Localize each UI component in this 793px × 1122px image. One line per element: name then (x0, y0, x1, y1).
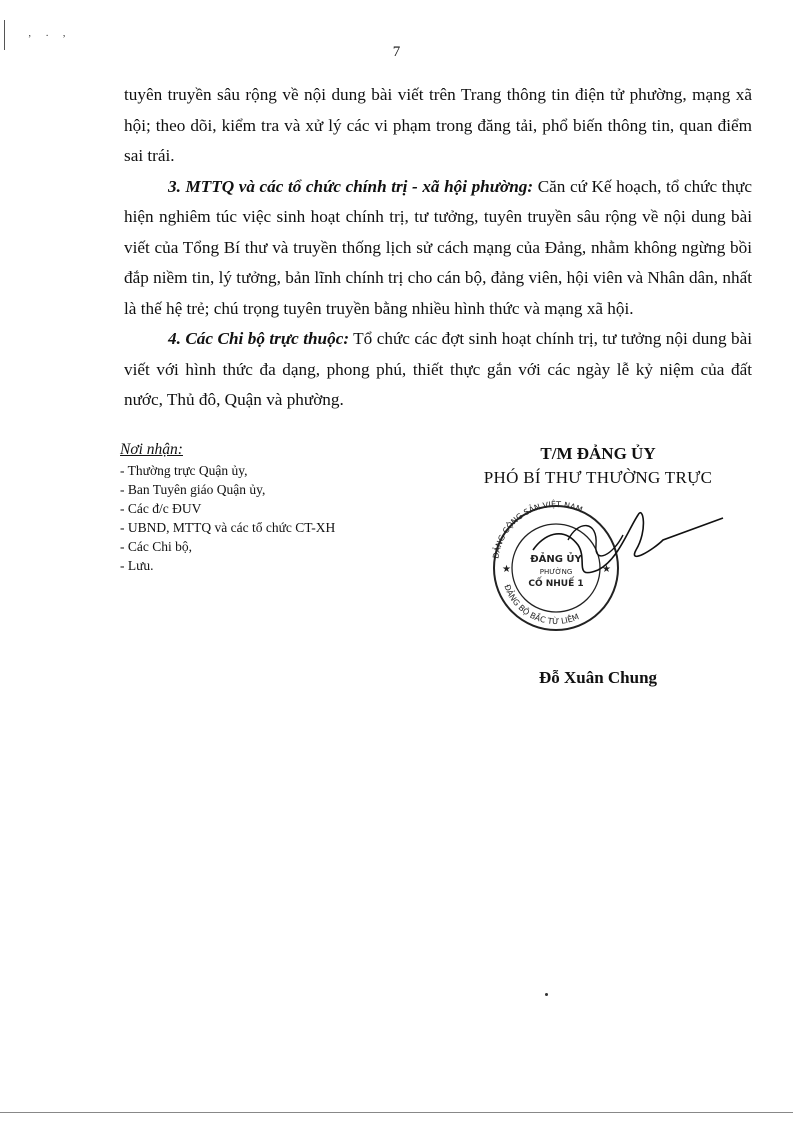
paragraph-mttq-heading: 3. MTTQ và các tổ chức chính trị - xã hội phường: (168, 176, 534, 196)
recipient-item: - UBND, MTTQ và các tổ chức CT-XH (120, 520, 336, 535)
signature-role: PHÓ BÍ THƯ THƯỜNG TRỰC (483, 468, 713, 487)
signature-org: T/M ĐẢNG ỦY (540, 444, 656, 463)
paragraph-mttq (124, 172, 752, 325)
recipient-item: - Thường trực Quận ủy, (120, 463, 248, 478)
scan-marks: ‚ . , (28, 28, 72, 39)
recipients-title: Nơi nhận: (120, 441, 183, 458)
document-body (124, 80, 752, 416)
scan-dot (545, 993, 548, 996)
recipient-item: - Ban Tuyên giáo Quận ủy, (120, 482, 266, 497)
signer-name: Đỗ Xuân Chung (538, 668, 658, 687)
stamp-and-signature (468, 490, 728, 687)
svg-text:★: ★ (602, 564, 611, 575)
page-number: 7 (392, 44, 401, 60)
svg-text:ĐẢNG ỦY: ĐẢNG ỦY (530, 554, 582, 565)
signature-block (468, 442, 728, 687)
recipient-item: - Các Chi bộ, (120, 539, 192, 554)
paragraph-chi-bo-heading: 4. Các Chi bộ trực thuộc: (168, 329, 350, 348)
paragraph-chi-bo (124, 324, 752, 416)
paragraph-1: tuyên truyền sâu rộng về nội dung bài viết trên Trang thông tin điện tử phường, mạng xã hội; theo dõi, kiểm tra và xử lý các vi phạm trong đăng tải, phổ biến thông tin, quan điểm sai trái. (124, 85, 752, 165)
svg-text:ĐẢNG CỘNG SẢN VIỆT NAM: ĐẢNG CỘNG SẢN VIỆT NAM (491, 499, 584, 560)
page-bottom-rule (0, 1112, 793, 1113)
recipient-item: - Các đ/c ĐUV (120, 501, 202, 516)
recipients-block (120, 440, 440, 575)
paragraph-chi-bo-text: Tổ chức các đợt sinh hoạt chính trị, tư tưởng nội dung bài viết với hình thức đa dạng, phong phú, thiết thực gắn với các ngày lễ kỷ niệm của đất nước, Thủ đô, Quận và phường. (124, 329, 752, 409)
paragraph-mttq-text: Căn cứ Kế hoạch, tổ chức thực hiện nghiêm túc việc sinh hoạt chính trị, tư tưởng, tuyên truyền sâu rộng về nội dung bài viết của Tổng Bí thư và truyền thống lịch sử cách mạng của Đảng, nhằm không ngừng bồi đắp niềm tin, lý tưởng, bản lĩnh chính trị cho cán bộ, đảng viên, hội viên và Nhân dân, nhất là thế hệ trẻ; chú trọng tuyên truyền bằng nhiều hình thức và mạng xã hội. (124, 176, 752, 318)
svg-text:PHƯỜNG: PHƯỜNG (539, 568, 573, 576)
svg-text:ĐẢNG BỘ BẮC TỪ LIÊM: ĐẢNG BỘ BẮC TỪ LIÊM (502, 583, 581, 627)
svg-text:CỐ NHUẾ 1: CỐ NHUẾ 1 (528, 579, 584, 589)
official-stamp-image (478, 490, 728, 640)
svg-text:★: ★ (502, 564, 511, 575)
recipient-item: - Lưu. (120, 558, 154, 573)
